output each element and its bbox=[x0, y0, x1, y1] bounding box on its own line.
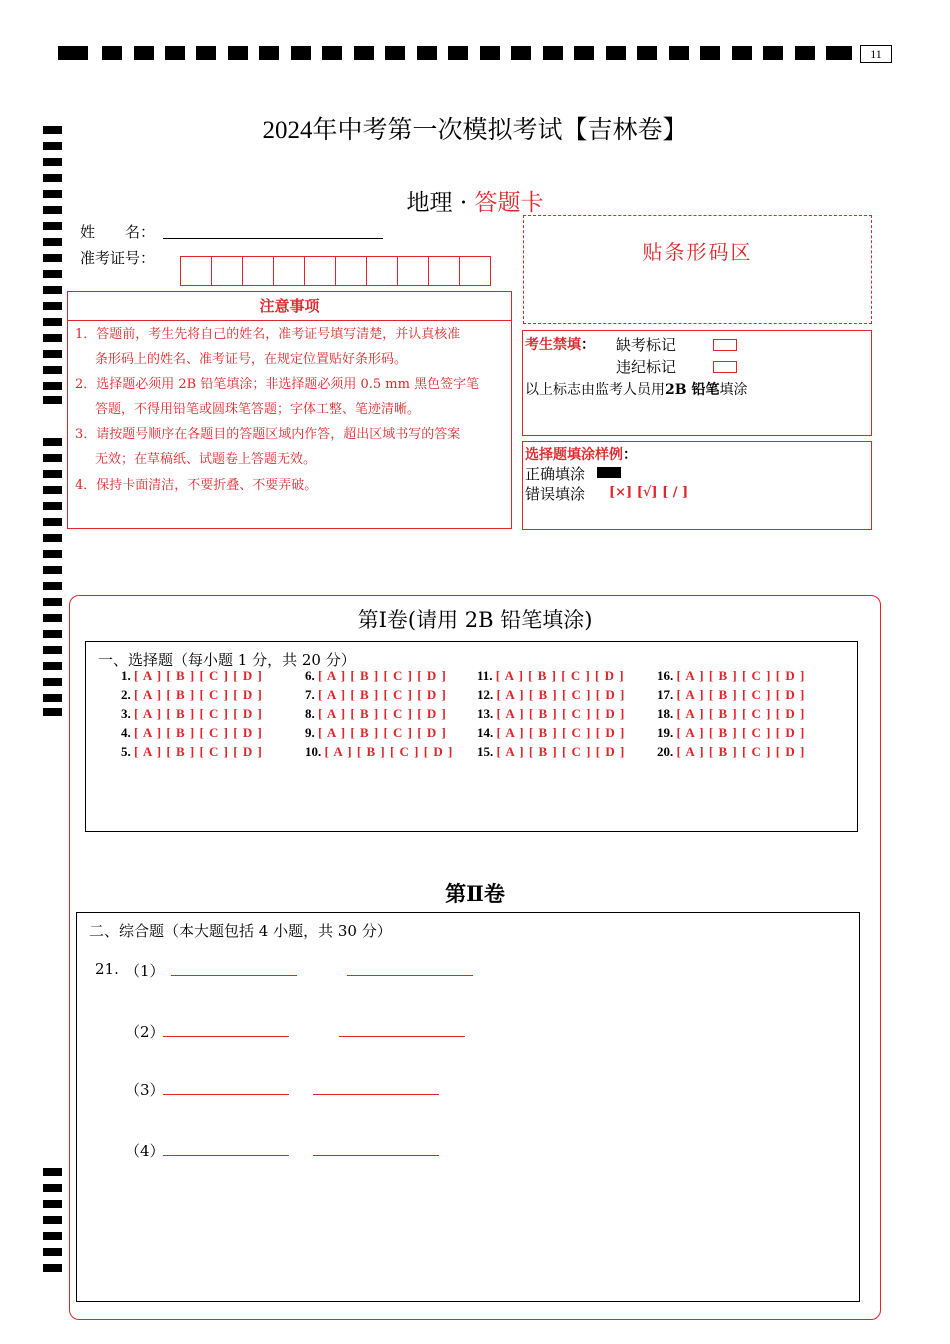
timing-mark bbox=[448, 46, 468, 60]
answer-line[interactable] bbox=[171, 975, 297, 976]
correct-fill-sample bbox=[597, 467, 621, 478]
card-subtitle bbox=[0, 184, 950, 217]
timing-mark bbox=[43, 550, 62, 558]
timing-mark bbox=[700, 46, 720, 60]
question-number: 14. bbox=[477, 725, 494, 740]
exam-id-digit-box[interactable] bbox=[242, 256, 274, 286]
answer-options[interactable]: [ A ] [ B ] [ C ] [ D ] bbox=[318, 706, 447, 721]
choice-question-13[interactable] bbox=[477, 706, 625, 722]
choice-question-4[interactable] bbox=[121, 725, 263, 741]
answer-options[interactable]: [ A ] [ B ] [ C ] [ D ] bbox=[496, 687, 626, 702]
wrong-fill-label: 错误填涂 bbox=[525, 485, 586, 503]
notice-item: 1．答题前，考生先将自己的姓名，准考证号填写清楚，并认真核准 bbox=[75, 327, 461, 342]
timing-mark bbox=[43, 454, 62, 462]
proctor-only-label: 考生禁填 bbox=[525, 337, 581, 353]
proctor-note-text: 填涂 bbox=[719, 382, 748, 398]
exam-id-digit-box[interactable] bbox=[428, 256, 460, 286]
barcode-area bbox=[523, 215, 872, 324]
choice-question-12[interactable] bbox=[477, 687, 625, 703]
answer-line[interactable] bbox=[313, 1094, 439, 1095]
timing-mark bbox=[43, 366, 62, 374]
notice-item: 答题，不得用铅笔或圆珠笔答题；字体工整、笔迹清晰。 bbox=[95, 402, 421, 417]
timing-mark bbox=[669, 46, 689, 60]
answer-options[interactable]: [ A ] [ B ] [ C ] [ D ] bbox=[496, 744, 626, 759]
violation-mark-label: 违纪标记 bbox=[616, 358, 677, 376]
timing-mark bbox=[354, 46, 374, 60]
exam-id-digit-box[interactable] bbox=[273, 256, 305, 286]
answer-line[interactable] bbox=[163, 1094, 289, 1095]
answer-options[interactable]: [ A ] [ B ] [ C ] [ D ] bbox=[496, 725, 626, 740]
answer-options[interactable]: [ A ] [ B ] [ C ] [ D ] bbox=[134, 744, 263, 759]
choice-question-8[interactable] bbox=[305, 706, 447, 722]
timing-mark bbox=[43, 662, 62, 670]
choice-question-6[interactable] bbox=[305, 668, 447, 684]
answer-line[interactable] bbox=[163, 1155, 289, 1156]
timing-mark bbox=[543, 46, 563, 60]
timing-mark bbox=[43, 382, 62, 390]
proctor-note-bold: 2B 铅笔 bbox=[665, 382, 720, 398]
colon: ： bbox=[581, 337, 595, 353]
timing-mark bbox=[43, 350, 62, 358]
timing-mark bbox=[43, 1232, 62, 1240]
timing-mark bbox=[43, 238, 62, 246]
timing-mark bbox=[43, 1200, 62, 1208]
timing-mark bbox=[511, 46, 531, 60]
timing-mark bbox=[43, 174, 62, 182]
timing-mark bbox=[322, 46, 342, 60]
timing-mark bbox=[43, 1216, 62, 1224]
timing-mark bbox=[795, 46, 815, 60]
colon: ： bbox=[623, 447, 637, 463]
choice-question-2[interactable] bbox=[121, 687, 263, 703]
choice-question-20[interactable] bbox=[657, 744, 805, 760]
choice-question-9[interactable] bbox=[305, 725, 447, 741]
page-number: 11 bbox=[860, 45, 892, 63]
question-number: 1. bbox=[121, 668, 131, 683]
question-number: 18. bbox=[657, 706, 674, 721]
choice-question-10[interactable] bbox=[305, 744, 453, 760]
timing-mark bbox=[43, 1248, 62, 1256]
question-number: 13. bbox=[477, 706, 494, 721]
choice-question-19[interactable] bbox=[657, 725, 805, 741]
answer-options[interactable]: [ A ] [ B ] [ C ] [ D ] bbox=[495, 668, 625, 683]
barcode-label: 贴条形码区 bbox=[642, 240, 753, 264]
exam-id-digit-box[interactable] bbox=[397, 256, 429, 286]
timing-mark bbox=[763, 46, 783, 60]
subtitle-dot: · bbox=[459, 190, 468, 216]
notice-item: 3．请按题号顺序在各题目的答题区域内作答，超出区域书写的答案 bbox=[75, 427, 461, 442]
timing-mark bbox=[417, 46, 437, 60]
timing-mark bbox=[43, 582, 62, 590]
absent-mark-label: 缺考标记 bbox=[616, 336, 677, 354]
question-number: 8. bbox=[305, 706, 315, 721]
timing-mark bbox=[43, 534, 62, 542]
absent-mark-box[interactable] bbox=[713, 339, 737, 351]
name-label: 姓 名： bbox=[80, 223, 156, 241]
exam-id-digit-box[interactable] bbox=[180, 256, 212, 286]
proctor-only-box bbox=[522, 330, 872, 436]
question-number: 10. bbox=[305, 744, 322, 759]
answer-options[interactable]: [ A ] [ B ] [ C ] [ D ] bbox=[676, 687, 806, 702]
timing-mark bbox=[43, 158, 62, 166]
exam-id-digit-box[interactable] bbox=[459, 256, 491, 286]
answer-options[interactable]: [ A ] [ B ] [ C ] [ D ] bbox=[318, 725, 447, 740]
choice-heading: 一、选择题（每小题 1 分，共 20 分） bbox=[98, 651, 356, 669]
subject-name: 地理 bbox=[406, 190, 453, 216]
question-number: 7. bbox=[305, 687, 315, 702]
wrong-fill-samples: [×] [√] [ / ] bbox=[609, 485, 689, 500]
question-number: 20. bbox=[657, 744, 674, 759]
timing-mark bbox=[43, 1168, 62, 1176]
question-21-label: 21. bbox=[95, 960, 119, 978]
timing-mark bbox=[43, 708, 62, 716]
sub-question-label: （1） bbox=[125, 962, 165, 980]
answer-options[interactable]: [ A ] [ B ] [ C ] [ D ] bbox=[324, 744, 454, 759]
choice-question-16[interactable] bbox=[657, 668, 805, 684]
answer-options[interactable]: [ A ] [ B ] [ C ] [ D ] bbox=[318, 668, 447, 683]
timing-mark bbox=[43, 518, 62, 526]
answer-line[interactable] bbox=[347, 975, 473, 976]
timing-mark bbox=[606, 46, 626, 60]
notice-item: 条形码上的姓名、准考证号，在规定位置贴好条形码。 bbox=[95, 352, 408, 367]
timing-mark bbox=[637, 46, 657, 60]
timing-mark bbox=[43, 334, 62, 342]
timing-mark bbox=[43, 1264, 62, 1272]
choice-question-15[interactable] bbox=[477, 744, 625, 760]
answer-options[interactable]: [ A ] [ B ] [ C ] [ D ] bbox=[134, 668, 263, 683]
timing-mark bbox=[102, 46, 122, 60]
timing-mark bbox=[165, 46, 185, 60]
violation-mark-box[interactable] bbox=[713, 361, 737, 373]
timing-mark bbox=[291, 46, 311, 60]
answer-options[interactable]: [ A ] [ B ] [ C ] [ D ] bbox=[134, 725, 263, 740]
answer-options[interactable]: [ A ] [ B ] [ C ] [ D ] bbox=[318, 687, 447, 702]
timing-mark bbox=[574, 46, 594, 60]
question-number: 5. bbox=[121, 744, 131, 759]
exam-id-digit-box[interactable] bbox=[366, 256, 398, 286]
question-number: 19. bbox=[657, 725, 674, 740]
exam-id-digit-box[interactable] bbox=[211, 256, 243, 286]
notice-item: 无效；在草稿纸、试题卷上答题无效。 bbox=[95, 452, 317, 467]
question-number: 3. bbox=[121, 706, 131, 721]
answer-options[interactable]: [ A ] [ B ] [ C ] [ D ] bbox=[676, 725, 806, 740]
timing-mark bbox=[43, 302, 62, 310]
part1-title: 第Ⅰ卷(请用 2B 铅笔填涂) bbox=[357, 608, 593, 632]
choice-question-7[interactable] bbox=[305, 687, 447, 703]
choice-question-5[interactable] bbox=[121, 744, 263, 760]
notice-item: 4．保持卡面清洁，不要折叠、不要弄破。 bbox=[75, 478, 318, 493]
choice-question-17[interactable] bbox=[657, 687, 805, 703]
name-field[interactable] bbox=[163, 222, 383, 239]
choice-question-1[interactable] bbox=[121, 668, 263, 684]
proctor-note-text: 以上标志由监考人员用 bbox=[525, 382, 665, 398]
choice-question-14[interactable] bbox=[477, 725, 625, 741]
exam-id-boxes[interactable] bbox=[180, 256, 490, 286]
timing-mark bbox=[43, 486, 62, 494]
exam-id-label: 准考证号： bbox=[80, 249, 156, 267]
comprehensive-heading: 二、综合题（本大题包括 4 小题，共 30 分） bbox=[89, 922, 392, 940]
timing-mark bbox=[43, 222, 62, 230]
timing-mark bbox=[228, 46, 248, 60]
answer-line[interactable] bbox=[313, 1155, 439, 1156]
question-number: 15. bbox=[477, 744, 494, 759]
page-title: 2024年中考第一次模拟考试【吉林卷】 bbox=[262, 117, 688, 144]
notice-box bbox=[67, 291, 512, 529]
timing-mark bbox=[43, 502, 62, 510]
choice-question-18[interactable] bbox=[657, 706, 805, 722]
timing-mark bbox=[43, 646, 62, 654]
answer-options[interactable]: [ A ] [ B ] [ C ] [ D ] bbox=[134, 687, 263, 702]
proctor-note bbox=[525, 379, 747, 399]
timing-mark bbox=[58, 46, 88, 60]
question-number: 6. bbox=[305, 668, 315, 683]
answer-options[interactable]: [ A ] [ B ] [ C ] [ D ] bbox=[676, 706, 806, 721]
answer-line[interactable] bbox=[163, 1036, 289, 1037]
notice-heading: 注意事项 bbox=[68, 292, 511, 321]
sub-question-label: （3） bbox=[125, 1081, 165, 1099]
timing-mark bbox=[828, 46, 852, 60]
question-number: 16. bbox=[657, 668, 674, 683]
timing-mark bbox=[196, 46, 216, 60]
fill-sample-box bbox=[522, 441, 872, 530]
sub-question-label: （2） bbox=[125, 1023, 165, 1041]
choice-question-11[interactable] bbox=[477, 668, 625, 684]
timing-mark bbox=[43, 318, 62, 326]
question-number: 2. bbox=[121, 687, 131, 702]
timing-mark bbox=[43, 286, 62, 294]
timing-mark bbox=[43, 470, 62, 478]
answer-options[interactable]: [ A ] [ B ] [ C ] [ D ] bbox=[676, 744, 806, 759]
timing-mark bbox=[43, 694, 62, 702]
timing-mark bbox=[43, 396, 62, 404]
question-number: 11. bbox=[477, 668, 493, 683]
question-number: 9. bbox=[305, 725, 315, 740]
correct-fill-label: 正确填涂 bbox=[525, 465, 586, 483]
fill-sample-label: 选择题填涂样例 bbox=[525, 447, 623, 463]
top-timing-bar bbox=[58, 46, 893, 62]
sub-question-label: （4） bbox=[125, 1142, 165, 1160]
choice-question-3[interactable] bbox=[121, 706, 263, 722]
timing-mark bbox=[43, 678, 62, 686]
notice-item: 2．选择题必须用 2B 铅笔填涂；非选择题必须用 0.5 mm 黑色签字笔 bbox=[75, 377, 480, 392]
timing-mark bbox=[480, 46, 500, 60]
question-number: 17. bbox=[657, 687, 674, 702]
timing-mark bbox=[385, 46, 405, 60]
timing-mark bbox=[43, 270, 62, 278]
timing-mark bbox=[43, 566, 62, 574]
answer-options[interactable]: [ A ] [ B ] [ C ] [ D ] bbox=[496, 706, 626, 721]
timing-mark bbox=[259, 46, 279, 60]
part2-title: 第Ⅱ卷 bbox=[445, 881, 505, 906]
timing-mark bbox=[43, 254, 62, 262]
question-number: 12. bbox=[477, 687, 494, 702]
exam-id-digit-box[interactable] bbox=[335, 256, 367, 286]
comprehensive-answer-box bbox=[76, 912, 860, 1302]
timing-mark bbox=[43, 438, 62, 446]
answer-options[interactable]: [ A ] [ B ] [ C ] [ D ] bbox=[134, 706, 263, 721]
timing-mark bbox=[732, 46, 752, 60]
timing-mark bbox=[43, 1184, 62, 1192]
timing-mark bbox=[134, 46, 154, 60]
exam-id-digit-box[interactable] bbox=[304, 256, 336, 286]
answer-options[interactable]: [ A ] [ B ] [ C ] [ D ] bbox=[676, 668, 806, 683]
question-number: 4. bbox=[121, 725, 131, 740]
answer-card-label: 答题卡 bbox=[474, 190, 544, 216]
answer-line[interactable] bbox=[339, 1036, 465, 1037]
